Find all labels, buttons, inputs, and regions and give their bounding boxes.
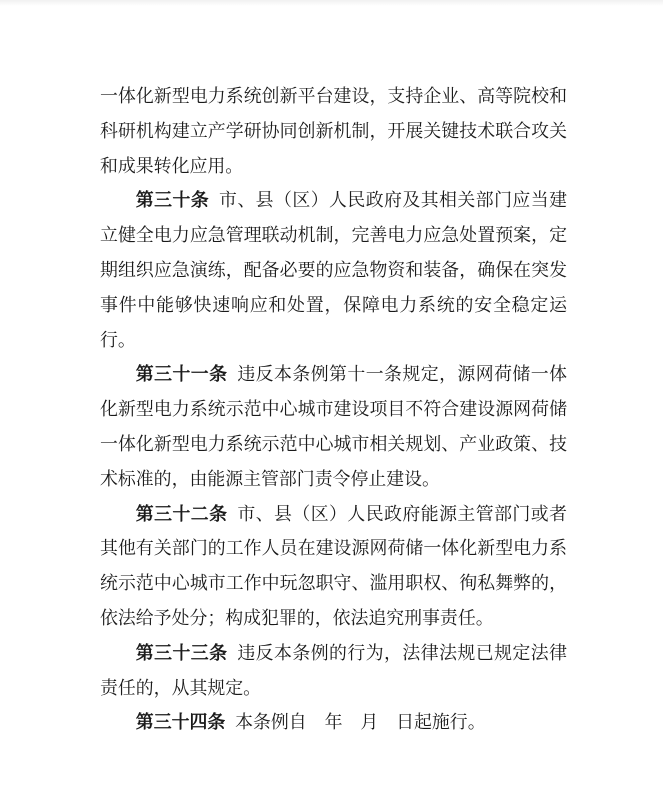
paragraph — [100, 183, 567, 357]
paragraph — [100, 705, 567, 740]
paragraph — [100, 497, 567, 636]
article-text: 违反本条例的行为，法律法规已规定法律责任的，从其规定。 — [100, 642, 567, 698]
paragraph — [100, 357, 567, 496]
article-text: 一体化新型电力系统创新平台建设，支持企业、高等院校和科研机构建立产学研协同创新机制，开展关键技术联合攻关和成果转化应用。 — [100, 86, 567, 176]
article-text: 市、县（区）人民政府及其相关部门应当建立健全电力应急管理联动机制，完善电力应急处置预案，定期组织应急演练，配备必要的应急物资和装备，确保在突发事件中能够快速响应和处置，保障电力系统的安全稳定运行。 — [100, 190, 567, 350]
article-number: 第三十三条 — [135, 642, 228, 663]
paragraph — [100, 636, 567, 706]
article-text: 本条例自 年 月 日起施行。 — [235, 712, 486, 733]
page-top-shadow — [0, 0, 663, 6]
article-text: 违反本条例第十一条规定，源网荷储一体化新型电力系统示范中心城市建设项目不符合建设源网荷储一体化新型电力系统示范中心城市相关规划、产业政策、技术标准的，由能源主管部门责令停止建设。 — [100, 364, 567, 489]
paragraph — [100, 79, 567, 183]
article-number: 第三十一条 — [135, 364, 228, 385]
document-text-block — [100, 79, 567, 740]
article-text: 市、县（区）人民政府能源主管部门或者其他有关部门的工作人员在建设源网荷储一体化新型电力系统示范中心城市工作中玩忽职守、滥用职权、徇私舞弊的，依法给予处分；构成犯罪的，依法追究刑事责任。 — [100, 503, 567, 628]
article-number: 第三十条 — [135, 190, 210, 211]
article-number: 第三十四条 — [135, 712, 226, 733]
article-number: 第三十二条 — [135, 503, 228, 524]
